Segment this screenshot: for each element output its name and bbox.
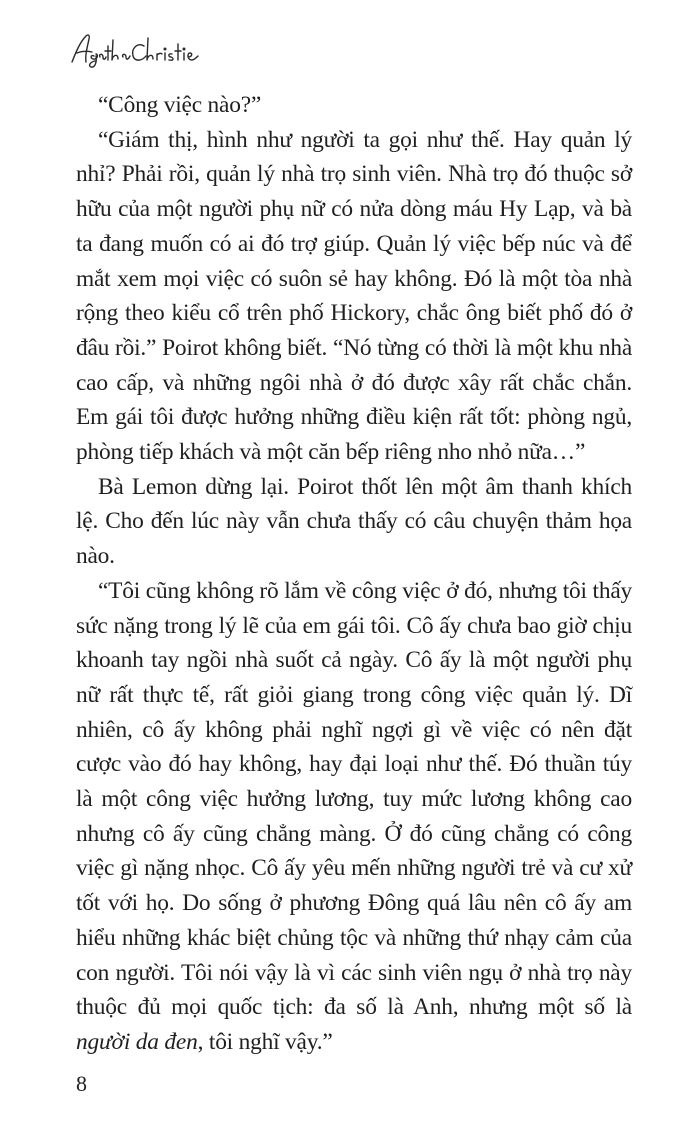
paragraph-text: “Tôi cũng không rõ lắm về công việc ở đó, nhưng tôi thấy sức nặng trong lý lẽ của em gái tôi. Cô ấy chưa bao giờ chịu khoanh tay ngồi nhà suốt cả ngày. Cô ấy là một người phụ nữ rất thực tế, rất giỏi giang trong công việc quản lý. Dĩ nhiên, cô ấy không phải nghĩ ngợi gì về việc có nên đặt cược vào đó hay không, hay đại loại như thế. Đó thuần túy là một công việc hưởng lương, tuy mức lương không cao nhưng cô ấy cũng chẳng màng. Ở đó cũng chẳng có công việc gì nặng nhọc. Cô ấy yêu mến những người trẻ và cư xử tốt với họ. Do sống ở phương Đông quá lâu nên cô ấy am hiểu những khác biệt chủng tộc và những thứ nhạy cảm của con người. Tôi nói vậy là vì các sinh viên ngụ ở nhà trọ này thuộc đủ mọi quốc tịch: đa số là Anh, nhưng một số là (76, 577, 632, 1021)
paragraph: “Công việc nào?” (98, 92, 262, 118)
page-number: 8 (76, 1071, 87, 1096)
body-text (76, 88, 632, 1060)
italic-phrase: người da đen (76, 1028, 198, 1055)
paragraph-text: , tôi nghĩ vậy.” (197, 1028, 333, 1055)
author-signature-logo (68, 26, 208, 70)
paragraph (76, 574, 632, 1060)
paragraph: Bà Lemon dừng lại. Poirot thốt lên một âm thanh khích lệ. Cho đến lúc này vẫn chưa thấy có câu chuyện thảm họa nào. (76, 473, 632, 570)
paragraph: “Giám thị, hình như người ta gọi như thế. Hay quản lý nhỉ? Phải rồi, quản lý nhà trọ sinh viên. Nhà trọ đó thuộc sở hữu của một người phụ nữ có nửa dòng máu Hy Lạp, và bà ta đang muốn có ai đó trợ giúp. Quản lý việc bếp núc và để mắt xem mọi việc có suôn sẻ hay không. Đó là một tòa nhà rộng theo kiểu cổ trên phố Hickory, chắc ông biết phố đó ở đâu rồi.” Poirot không biết. “Nó từng có thời là một khu nhà cao cấp, và những ngôi nhà ở đó được xây rất chắc chắn. Em gái tôi được hưởng những điều kiện rất tốt: phòng ngủ, phòng tiếp khách và một căn bếp riêng nho nhỏ nữa…” (76, 126, 632, 466)
